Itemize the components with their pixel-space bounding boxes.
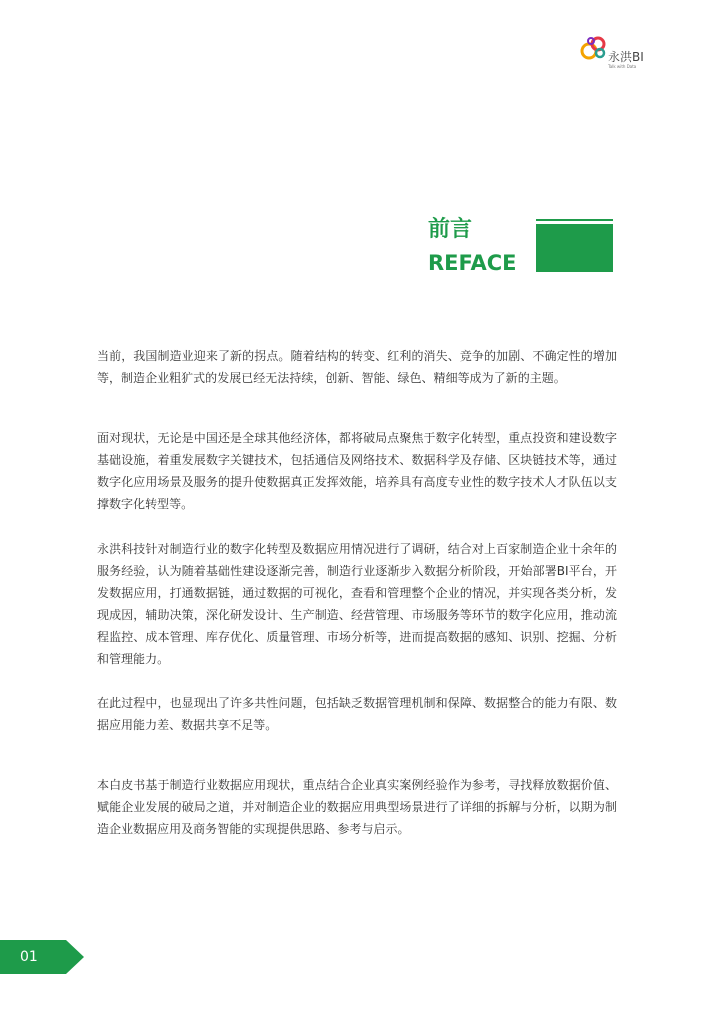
paragraph-text: 当前，我国制造业迎来了新的拐点。随着结构的转变、红利的消失、竞争的加剧、不确定性的增加等，制造企业粗犷式的发展已经无法持续，创新、智能、绿色、精细等成为了新的主题。 (97, 349, 617, 385)
paragraph-text: 本白皮书基于制造行业数据应用现状，重点结合企业真实案例经验作为参考，寻找释放数据价值、赋能企业发展的破局之道，并对制造企业的数据应用典型场景进行了详细的拆解与分析，以期为制造企业数据应用及商务智能的实现提供思路、参考与启示。 (97, 778, 617, 836)
paragraph-text: 面对现状，无论是中国还是全球其他经济体，都将破局点聚焦于数字化转型，重点投资和建设数字基础设施，着重发展数字关键技术，包括通信及网络技术、数据科学及存储、区块链技术等，通过数字化应用场景及服务的提升使数据真正发挥效能，培养具有高度专业性的数字技术人才队伍以支撑数字化转型等。 (97, 431, 617, 511)
paragraph-5 (97, 774, 617, 840)
page-number: 01 (20, 949, 38, 965)
logo-rings-icon (578, 32, 610, 64)
logo-tagline: Talk with Data (608, 64, 637, 69)
brand-logo (578, 32, 650, 72)
section-title-cn: 前言 (428, 217, 473, 242)
title-accent-block (536, 224, 613, 272)
paragraph-3 (97, 538, 617, 670)
paragraph-text: 在此过程中，也显现出了许多共性问题，包括缺乏数据管理机制和保障、数据整合的能力有限、数据应用能力差、数据共享不足等。 (97, 696, 617, 732)
page-tab-arrow-icon (0, 940, 84, 974)
section-title-en: REFACE (428, 251, 517, 275)
title-rule (536, 219, 613, 221)
paragraph-4 (97, 692, 617, 736)
paragraph-1 (97, 345, 617, 389)
paragraph-2 (97, 427, 617, 515)
page-number-tab (0, 940, 84, 974)
logo-name: 永洪BI (608, 50, 644, 64)
paragraph-text: 永洪科技针对制造行业的数字化转型及数据应用情况进行了调研，结合对上百家制造企业十余年的服务经验，认为随着基础性建设逐渐完善，制造行业逐渐步入数据分析阶段，开始部署BI平台，开发数据应用，打通数据链，通过数据的可视化，查看和管理整个企业的情况，并实现各类分析，发现成因，辅助决策，深化研发设计、生产制造、经营管理、市场服务等环节的数字化应用，推动流程监控、成本管理、库存优化、质量管理、市场分析等，进而提高数据的感知、识别、挖掘、分析和管理能力。 (97, 542, 617, 666)
